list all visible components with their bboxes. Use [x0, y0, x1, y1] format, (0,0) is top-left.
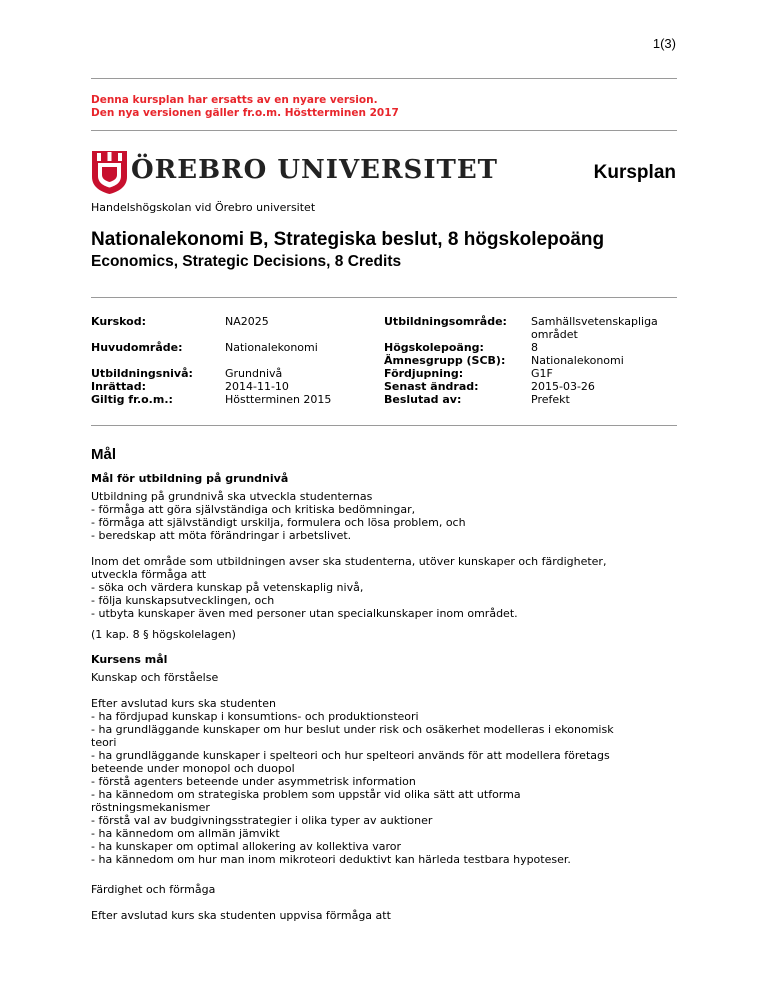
info-label: Utbildningsområde:	[384, 315, 507, 328]
info-label: Ämnesgrupp (SCB):	[384, 354, 506, 367]
logo-wordmark: ÖREBRO UNIVERSITET	[131, 155, 499, 185]
info-value: Nationalekonomi	[225, 341, 318, 354]
info-value: Nationalekonomi	[531, 354, 624, 367]
divider	[91, 297, 677, 298]
paragraph: Efter avslutad kurs ska studenten uppvisa förmåga att	[91, 909, 391, 922]
info-value: Samhällsvetenskapliga	[531, 315, 658, 328]
paragraph: Efter avslutad kurs ska studenten - ha fördjupad kunskap i konsumtions- och produktionsteori - ha grundläggande kunskaper om hur beslut under risk och osäkerhet modelleras i ekonomisk teori - ha grundläggande kunskaper i spelteori och hur spelteori används för att modellera företags beteende under monopol och duopol - förstå agenters beteende under asymmetrisk information - ha kännedom om strategiska problem som uppstår vid olika sätt att utforma röstningsmekanismer - förstå val av budgivningsstrategier i olika typer av auktioner - ha kännedom om allmän jämvikt - ha kunskaper om optimal allokering av kollektiva varor - ha kännedom om hur man inom mikroteori deduktivt kan härleda testbara hypoteser.	[91, 697, 614, 866]
info-label: Huvudområde:	[91, 341, 183, 354]
subsection-heading: Mål för utbildning på grundnivå	[91, 472, 289, 485]
info-label: Inrättad:	[91, 380, 146, 393]
info-label: Kurskod:	[91, 315, 146, 328]
divider	[91, 130, 677, 131]
info-value: Höstterminen 2015	[225, 393, 332, 406]
university-logo	[91, 149, 499, 195]
page-number: 1(3)	[652, 36, 676, 51]
info-value: 8	[531, 341, 538, 354]
paragraph-label: Färdighet och förmåga	[91, 883, 216, 896]
subsection-heading: Kursens mål	[91, 653, 168, 666]
info-label: Högskolepoäng:	[384, 341, 484, 354]
info-value: NA2025	[225, 315, 269, 328]
paragraph: (1 kap. 8 § högskolelagen)	[91, 628, 236, 641]
paragraph: Inom det område som utbildningen avser ska studenterna, utöver kunskaper och färdigheter, utveckla förmåga att - söka och värdera kunskap på vetenskaplig nivå, - följa kunskapsutvecklingen, och - utbyta kunskaper även med personer utan specialkunskaper inom området.	[91, 555, 607, 620]
course-title: Nationalekonomi B, Strategiska beslut, 8 högskolepoäng	[91, 229, 605, 250]
info-value: Grundnivå	[225, 367, 283, 380]
section-heading: Mål	[91, 446, 117, 463]
paragraph-label: Kunskap och förståelse	[91, 671, 219, 684]
info-value: Prefekt	[531, 393, 570, 406]
document-type: Kursplan	[593, 162, 676, 183]
info-label: Utbildningsnivå:	[91, 367, 193, 380]
info-label: Senast ändrad:	[384, 380, 479, 393]
course-title-english: Economics, Strategic Decisions, 8 Credits	[91, 253, 402, 270]
info-value: området	[531, 328, 578, 341]
divider	[91, 78, 677, 79]
info-label: Beslutad av:	[384, 393, 462, 406]
info-label: Fördjupning:	[384, 367, 464, 380]
notice-line: Denna kursplan har ersatts av en nyare version.	[91, 94, 378, 106]
info-label: Giltig fr.o.m.:	[91, 393, 173, 406]
paragraph: Utbildning på grundnivå ska utveckla studenternas - förmåga att göra självständiga och kritiska bedömningar, - förmåga att självständigt urskilja, formulera och lösa problem, och - beredskap att möta förändringar i arbetslivet.	[91, 490, 466, 542]
info-value: G1F	[531, 367, 553, 380]
notice-line: Den nya versionen gäller fr.o.m. Höstterminen 2017	[91, 107, 399, 119]
divider	[91, 425, 677, 426]
info-value: 2014-11-10	[225, 380, 289, 393]
info-value: 2015-03-26	[531, 380, 595, 393]
school-name: Handelshögskolan vid Örebro universitet	[91, 201, 316, 214]
superseded-notice	[91, 94, 399, 120]
